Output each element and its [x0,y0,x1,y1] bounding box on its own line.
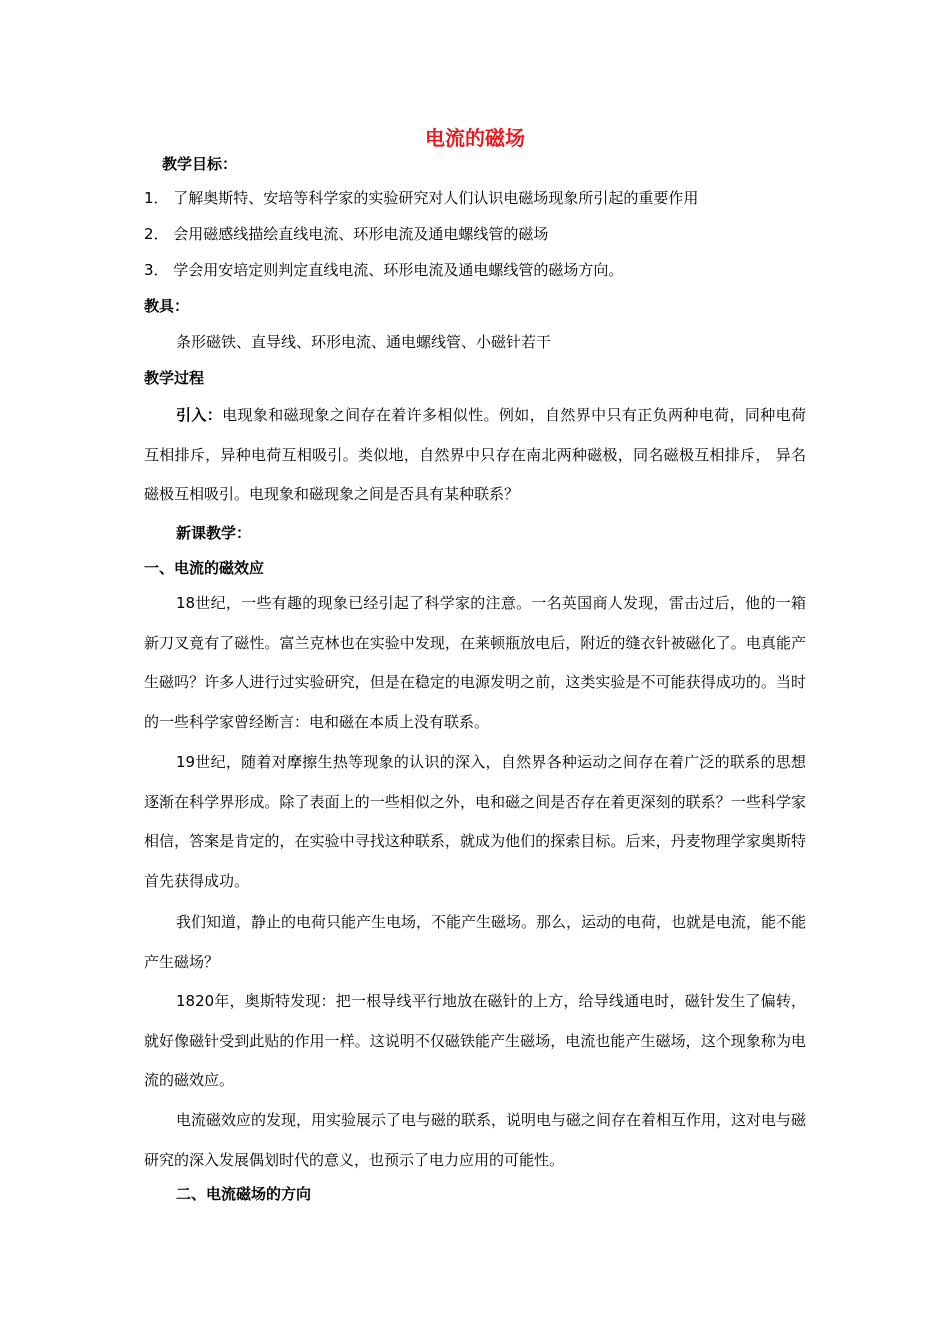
objective-item-1: 1． 了解奥斯特、安培等科学家的实验研究对人们认识电磁场现象所引起的重要作用 [144,189,699,207]
section1-paragraph-2: 19世纪，随着对摩擦生热等现象的认识的深入，自然界各种运动之间存在着广泛的联系的思想逐渐在科学界形成。除了表面上的一些相似之外，电和磁之间是否存在着更深刻的联系？一些科学家相信，答案是肯定的，在实验中寻找这种联系，就成为他们的探索目标。后来，丹麦物理学家奥斯特首先获得成功。 [144,753,806,890]
objective-item-3: 3． 学会用安培定则判定直线电流、环形电流及通电螺线管的磁场方向。 [144,261,624,279]
new-lesson-heading: 新课教学： [176,524,252,542]
document-title: 电流的磁场 [425,126,525,150]
objective-item-2: 2． 会用磁感线描绘直线电流、环形电流及通电螺线管的磁场 [144,225,549,243]
intro-text: 电现象和磁现象之间存在着许多相似性。例如，自然界中只有正负两种电荷，同种电荷互相排斥，异种电荷互相吸引。类似地，自然界中只存在南北两种磁极，同名磁极互相排斥， 异名磁极互相吸引。电现象和磁现象之间是否具有某种联系？ [144,406,806,503]
objectives-heading: 教学目标： [162,155,238,173]
equipment-heading: 教具： [144,297,190,315]
section1-paragraph-5: 电流磁效应的发现，用实验展示了电与磁的联系，说明电与磁之间存在着相互作用，这对电与磁研究的深入发展偶划时代的意义，也预示了电力应用的可能性。 [144,1111,807,1169]
equipment-text: 条形磁铁、直导线、环形电流、通电螺线管、小磁针若干 [176,333,552,351]
section2-heading: 二、电流磁场的方向 [176,1185,312,1203]
section1-paragraph-4: 1820年，奥斯特发现：把一根导线平行地放在磁针的上方，给导线通电时，磁针发生了偏转，就好像磁针受到此贴的作用一样。这说明不仅磁铁能产生磁场，电流也能产生磁场，这个现象称为电流的磁效应。 [144,992,806,1089]
section1-heading: 一、电流的磁效应 [144,559,265,577]
section1-paragraph-1: 18世纪，一些有趣的现象已经引起了科学家的注意。一名英国商人发现，雷击过后，他的一箱新刀叉竟有了磁性。富兰克林也在实验中发现，在莱顿瓶放电后，附近的缝衣针被磁化了。电真能产生磁吗？许多人进行过实验研究，但是在稳定的电源发明之前，这类实验是不可能获得成功的。当时的一些科学家曾经断言：电和磁在本质上没有联系。 [144,594,806,731]
intro-label: 引入： [176,406,223,424]
intro-paragraph [144,396,806,515]
section1-paragraph-3: 我们知道，静止的电荷只能产生电场，不能产生磁场。那么，运动的电荷，也就是电流，能不能产生磁场？ [144,913,807,971]
process-heading: 教学过程 [144,369,205,387]
